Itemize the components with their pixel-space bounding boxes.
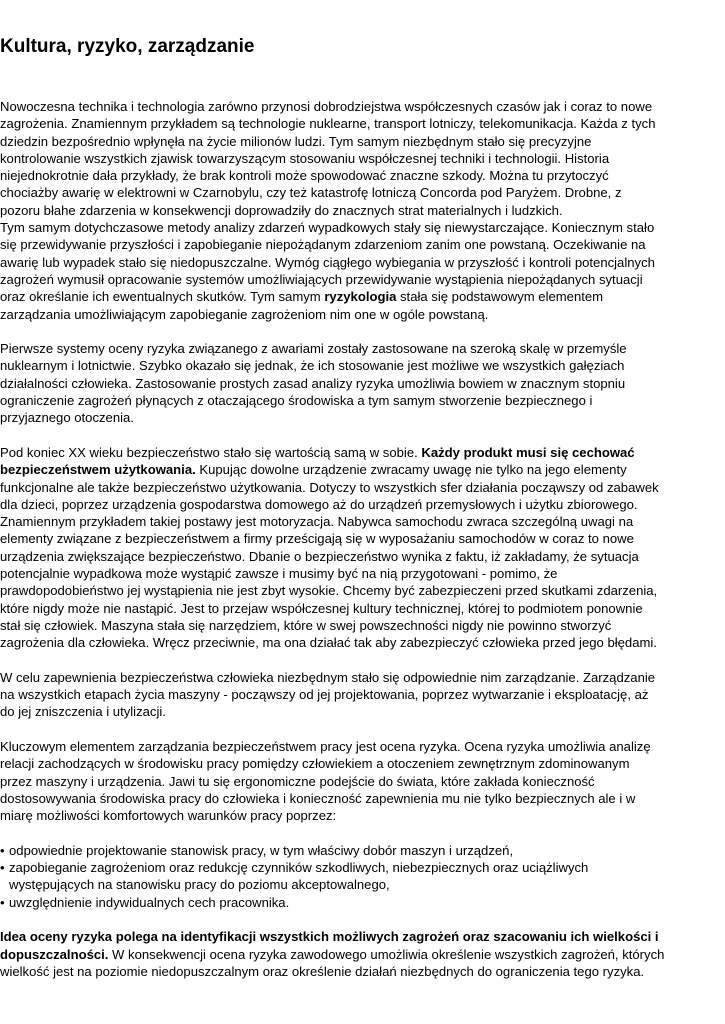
paragraph-intro: Nowoczesna technika i technologia zarówno przynosi dobrodziejstwa współczesnych czasów jak i coraz to nowe zagrożenia. Znamiennym przykładem są technologie nuklearne, transport lotniczy, telekomunikacja. Każda z tych dziedzin bezpośrednio wpłynęła na życie milionów ludzi. Tym samym niezbędnym stało się precyzyjne kontrolowanie wszystkich zjawisk towarzyszącym stosowaniu współczesnej techniki i technologii. Historia niejednokrotnie dała przykłady, że brak kontroli może spowodować znaczne szkody. Można tu przytoczyć chociażby awarię w elektrowni w Czarnobylu, czy też katastrofę lotniczą Concorda pod Paryżem. Drobne, z pozoru błahe zdarzenia w konsekwencji doprowadziły do znacznych strat materialnych i ludzkich. — [0, 99, 656, 218]
paragraph-gap — [0, 721, 665, 738]
paragraph-text: W konsekwencji ocena ryzyka zawodowego umożliwia określenie wszystkich zagrożeń, których wielkość jest na poziomie niedopuszczalnym oraz określenie działań niezbędnych do ograniczenia tego ryzyka. — [0, 946, 665, 979]
paragraph-gap — [0, 652, 665, 669]
paragraph-text: Kupując dowolne urządzenie zwracamy uwagę nie tylko na jego elementy funkcjonalne ale także bezpieczeństwo użytkowania. Dotyczy to wszystkich sfer działania począwszy od zabawek dla dzieci, poprzez urządzenia gospodarstwa domowego aż do urządzeń przemysłowych i użytku zbiorowego. Znamiennym przykładem takiej postawy jest motoryzacja. Nabywca samochodu zwraca szczególną uwagi na elementy związane z bezpieczeństwem a firmy prześcigają się w wyposażaniu samochodów w coraz to nowe urządzenia zwiększające bezpieczeństwo. Dbanie o bezpieczeństwo wynika z faktu, iż zakładamy, że sytuacja potencjalnie wypadkowa może wystąpić zawsze i musimy być na nią przygotowani - pomimo, że prawdopodobieństwo jej wystąpienia nie jest zbyt wysokie. Chcemy być zabezpieczeni przed skutkami zdarzenia, które nigdy może nie nastąpić. Jest to przejaw współczesnej kultury technicznej, której to podmiotem ponownie stał się człowiek. Maszyna stała się narzędziem, które w swej powszechności nigdy nie powinno stworzyć zagrożenia dla człowieka. Wręcz przeciwnie, ma ona działać tak aby zabezpieczyć człowieka przed jego błędami. — [0, 462, 659, 651]
document-body — [0, 98, 665, 980]
paragraph-gap — [0, 427, 665, 444]
paragraph-first-systems: Pierwsze systemy oceny ryzyka związanego z awariami zostały zastosowane na szeroką skalę w przemyśle nuklearnym i lotnictwie. Szybko okazało się jednak, że ich stosowanie jest możliwe we wszystkich gałęziach działalności człowieka. Zastosowanie prostych zasad analizy ryzyka umożliwia bowiem w znacznym stopniu ograniczenie zagrożeń płynących z otaczającego środowiska a tym samym stworzenie bezpiecznego i przyjaznego otoczenia. — [0, 341, 627, 426]
bold-statement-risk-idea: Idea oceny ryzyka polega na identyfikacji wszystkich możliwych zagrożeń oraz szacowaniu ich wielkości i dopuszczalności. — [0, 929, 659, 962]
conditions-list — [0, 842, 665, 911]
bold-statement-product-safety: Każdy produkt musi się cechować bezpieczeństwem użytkowania. — [0, 444, 635, 478]
paragraph-risk-assessment: Kluczowym elementem zarządzania bezpieczeństwem pracy jest ocena ryzyka. Ocena ryzyka umożliwia analizę relacji zachodzących w środowisku pracy pomiędzy człowiekiem a otoczeniem zewnętrznym zdominowanym przez maszyny i urządzenia. Jawi tu się ergonomiczne podejście do świata, które zakłada konieczność dostosowywania środowiska pracy do człowieka i konieczność zapewnienia mu nie tylko bezpiecznych ale i w miarę możliwości komfortowych warunków pracy poprzez: — [0, 738, 651, 824]
paragraph-risk-idea — [0, 928, 665, 980]
paragraph-product-safety — [0, 444, 665, 652]
bold-term-ryzykologia: ryzykologia — [324, 289, 397, 305]
paragraph-gap — [0, 911, 665, 928]
paragraph-text: stała się podstawowym elementem zarządzania umożliwiającym zapobieganie zagrożeniom nim one w ogóle powstaną. — [0, 289, 604, 322]
paragraph-ryzykologia — [0, 219, 665, 323]
list-item: • odpowiednie projektowanie stanowisk pracy, w tym właściwy dobór maszyn i urządzeń, — [0, 842, 665, 859]
paragraph-text: Tym samym dotychczasowe metody analizy zdarzeń wypadkowych stały się niewystarczające. Koniecznym stało się przewidywanie przyszłości i zapobieganie niepożądanym zdarzeniom zanim one powstaną. Oczekiwanie na awarię lub wypadek stało się niedopuszczalne. Wymóg ciągłego wybiegania w przyszłość i kontroli potencjalnych zagrożeń wymusił opracowanie systemów umożliwiających przewidywanie wystąpienia niepożądanych sytuacji oraz określanie ich ewentualnych skutków. Tym samym — [0, 220, 655, 305]
paragraph-management: W celu zapewnienia bezpieczeństwa człowieka niezbędnym stało się odpowiednie nim zarządzanie. Zarządzanie na wszystkich etapach życia maszyny - począwszy od jej projektowania, poprzez wytwarzanie i eksploatację, aż do jej zniszczenia i utylizacji. — [0, 669, 656, 720]
paragraph-gap — [0, 323, 665, 340]
list-item: • uwzględnienie indywidualnych cech pracownika. — [0, 894, 665, 911]
paragraph-text: Pod koniec XX wieku bezpieczeństwo stało się wartością samą w sobie. — [0, 444, 422, 460]
page-title: Kultura, ryzyko, zarządzanie — [0, 36, 255, 57]
paragraph-gap — [0, 824, 665, 841]
list-item: • zapobieganie zagrożeniom oraz redukcję czynników szkodliwych, niebezpiecznych oraz uciążliwych występujących na stanowisku pracy do poziomu akceptowalnego, — [0, 859, 665, 894]
